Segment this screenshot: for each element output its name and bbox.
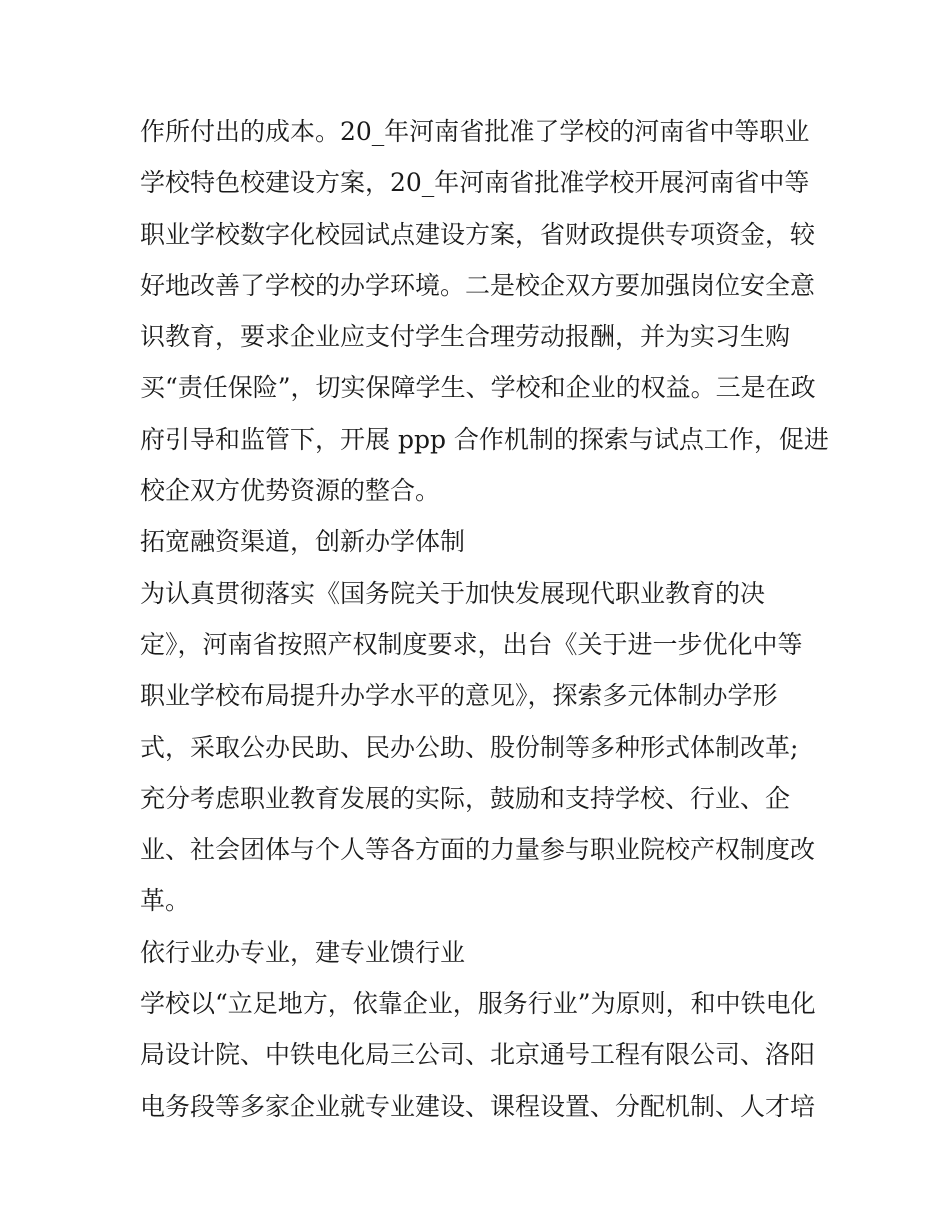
paragraph-line: 充分考虑职业教育发展的实际，鼓励和支持学校、行业、企 (140, 783, 791, 813)
paragraph-line: 识教育，要求企业应支付学生合理劳动报酬，并为实习生购 (140, 322, 791, 352)
paragraph-line: 式，采取公办民助、民办公助、股份制等多种形式体制改革; (140, 732, 799, 762)
section-heading-industry: 依行业办专业，建专业馈行业 (140, 937, 466, 967)
paragraph-line: 好地改善了学校的办学环境。二是校企双方要加强岗位安全意 (140, 270, 816, 300)
paragraph-line: 革。 (140, 886, 191, 916)
paragraph-line: 职业学校数字化校园试点建设方案，省财政提供专项资金，较 (140, 219, 816, 249)
paragraph-line: 作所付出的成本。20_年河南省批准了学校的河南省中等职业 (140, 117, 810, 146)
paragraph-line: 定》，河南省按照产权制度要求，出台《关于进一步优化中等 (140, 629, 803, 659)
paragraph-line: 校企双方优势资源的整合。 (140, 476, 441, 506)
section-heading-financing: 拓宽融资渠道，创新办学体制 (140, 527, 466, 557)
paragraph-line: 买“责任保险”，切实保障学生、学校和企业的权益。三是在政 (140, 373, 816, 403)
paragraph-line: 为认真贯彻落实《国务院关于加快发展现代职业教育的决 (140, 578, 766, 608)
document-body (140, 112, 829, 1138)
paragraph-line: 学校以“立足地方，依靠企业，服务行业”为原则，和中铁电化 (140, 989, 816, 1019)
paragraph-line: 局设计院、中铁电化局三公司、北京通号工程有限公司、洛阳 (140, 1040, 816, 1070)
paragraph-line: 电务段等多家企业就专业建设、课程设置、分配机制、人才培 (140, 1091, 816, 1121)
paragraph-line: 职业学校布局提升办学水平的意见》，探索多元体制办学形 (140, 681, 778, 711)
paragraph-line: 府引导和监管下，开展 ppp 合作机制的探索与试点工作，促进 (140, 424, 829, 454)
paragraph-line: 学校特色校建设方案，20_年河南省批准学校开展河南省中等 (140, 168, 810, 198)
paragraph-line: 业、社会团体与个人等各方面的力量参与职业院校产权制度改 (140, 835, 816, 865)
